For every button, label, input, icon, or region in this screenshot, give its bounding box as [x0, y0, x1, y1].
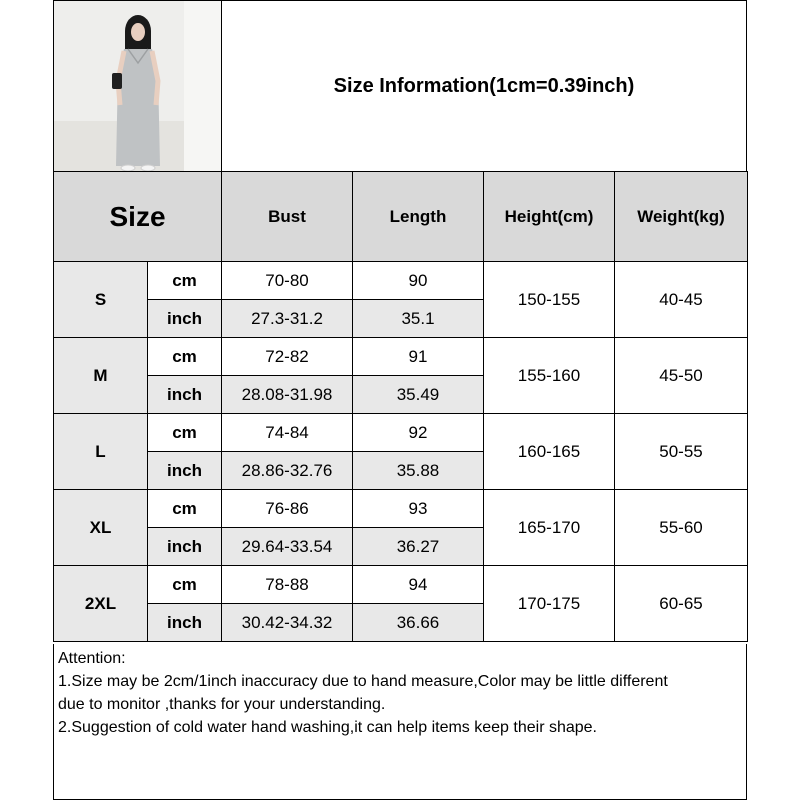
model-in-long-dress-photo: [54, 1, 221, 171]
attention-notes: [53, 644, 747, 800]
bust-value: 28.86-32.76: [222, 452, 353, 490]
unit-label: inch: [148, 604, 222, 642]
height-value: 155-160: [484, 338, 615, 414]
unit-label: inch: [148, 452, 222, 490]
weight-value: 50-55: [615, 414, 748, 490]
unit-label: inch: [148, 300, 222, 338]
length-value: 94: [353, 566, 484, 604]
column-header-weight: Weight(kg): [615, 172, 748, 262]
bust-value: 72-82: [222, 338, 353, 376]
chart-title: Size Information(1cm=0.39inch): [221, 0, 747, 171]
weight-value: 60-65: [615, 566, 748, 642]
size-label: S: [54, 262, 148, 338]
weight-value: 40-45: [615, 262, 748, 338]
length-value: 93: [353, 490, 484, 528]
size-header: Size: [54, 172, 222, 262]
length-value: 36.66: [353, 604, 484, 642]
height-value: 165-170: [484, 490, 615, 566]
bust-value: 27.3-31.2: [222, 300, 353, 338]
weight-value: 55-60: [615, 490, 748, 566]
unit-label: cm: [148, 490, 222, 528]
table-row: [54, 566, 748, 604]
bust-value: 76-86: [222, 490, 353, 528]
height-value: 160-165: [484, 414, 615, 490]
unit-label: inch: [148, 528, 222, 566]
bust-value: 74-84: [222, 414, 353, 452]
length-value: 35.49: [353, 376, 484, 414]
notes-line: 1.Size may be 2cm/1inch inaccuracy due to hand measure,Color may be little different: [58, 673, 668, 690]
bust-value: 30.42-34.32: [222, 604, 353, 642]
bust-value: 28.08-31.98: [222, 376, 353, 414]
weight-value: 45-50: [615, 338, 748, 414]
table-row: [54, 490, 748, 528]
table-row: [54, 262, 748, 300]
size-table: [53, 171, 748, 642]
length-value: 35.1: [353, 300, 484, 338]
height-value: 170-175: [484, 566, 615, 642]
length-value: 92: [353, 414, 484, 452]
size-label: 2XL: [54, 566, 148, 642]
notes-heading: Attention:: [58, 650, 126, 667]
unit-label: inch: [148, 376, 222, 414]
length-value: 90: [353, 262, 484, 300]
column-header-height: Height(cm): [484, 172, 615, 262]
bust-value: 78-88: [222, 566, 353, 604]
size-label: M: [54, 338, 148, 414]
height-value: 150-155: [484, 262, 615, 338]
table-row: [54, 414, 748, 452]
unit-label: cm: [148, 566, 222, 604]
length-value: 91: [353, 338, 484, 376]
notes-line: 2.Suggestion of cold water hand washing,it can help items keep their shape.: [58, 719, 597, 736]
column-header-length: Length: [353, 172, 484, 262]
size-label: L: [54, 414, 148, 490]
unit-label: cm: [148, 414, 222, 452]
size-label: XL: [54, 490, 148, 566]
table-row: [54, 338, 748, 376]
table-header-row: [54, 172, 748, 262]
bust-value: 29.64-33.54: [222, 528, 353, 566]
product-photo: [53, 0, 221, 171]
unit-label: cm: [148, 262, 222, 300]
length-value: 35.88: [353, 452, 484, 490]
column-header-bust: Bust: [222, 172, 353, 262]
length-value: 36.27: [353, 528, 484, 566]
notes-line: due to monitor ,thanks for your understanding.: [58, 696, 386, 713]
unit-label: cm: [148, 338, 222, 376]
size-chart: [53, 0, 747, 800]
bust-value: 70-80: [222, 262, 353, 300]
